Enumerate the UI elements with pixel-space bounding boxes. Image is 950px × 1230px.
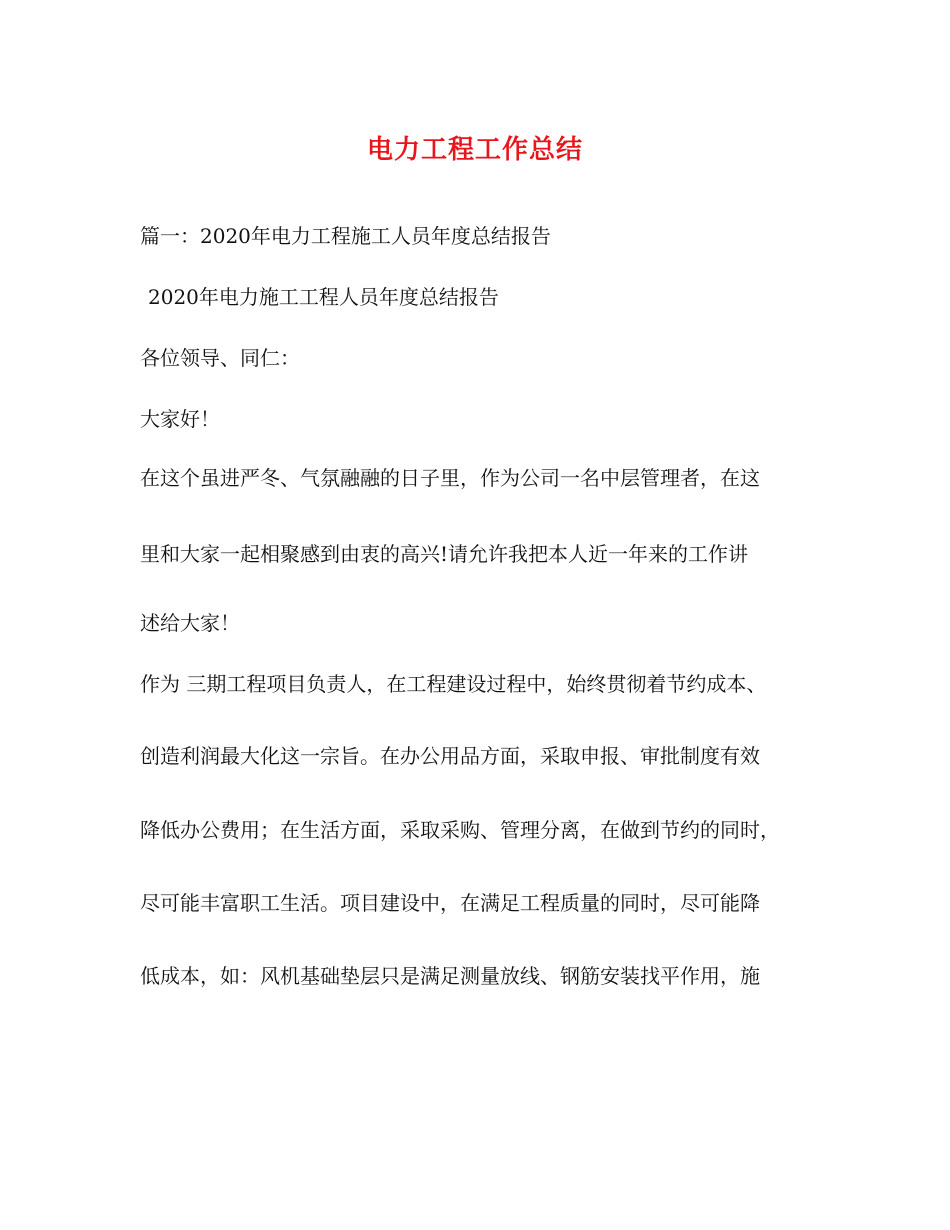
body-line: 述给大家！	[140, 611, 240, 635]
section-heading: 篇一：2020年电力工程施工人员年度总结报告	[140, 224, 551, 248]
report-subtitle: 2020年电力施工工程人员年度总结报告	[148, 285, 499, 309]
document-title: 电力工程工作总结	[366, 135, 583, 165]
salutation: 各位领导、同仁：	[140, 346, 300, 370]
body-line: 低成本，如：风机基础垫层只是满足测量放线、钢筋安装找平作用，施	[140, 964, 760, 988]
body-line: 里和大家一起相聚感到由衷的高兴!请允许我把本人近一年来的工作讲	[140, 542, 749, 566]
body-line: 尽可能丰富职工生活。项目建设中，在满足工程质量的同时，尽可能降	[140, 891, 760, 915]
body-line: 降低办公费用；在生活方面，采取采购、管理分离，在做到节约的同时，	[140, 818, 780, 842]
body-line: 在这个虽进严冬、气氛融融的日子里，作为公司一名中层管理者，在这	[140, 466, 760, 490]
body-line: 作为 三期工程项目负责人，在工程建设过程中，始终贯彻着节约成本、	[140, 672, 767, 696]
greeting: 大家好！	[140, 407, 220, 431]
body-line: 创造利润最大化这一宗旨。在办公用品方面，采取申报、审批制度有效	[140, 744, 760, 768]
